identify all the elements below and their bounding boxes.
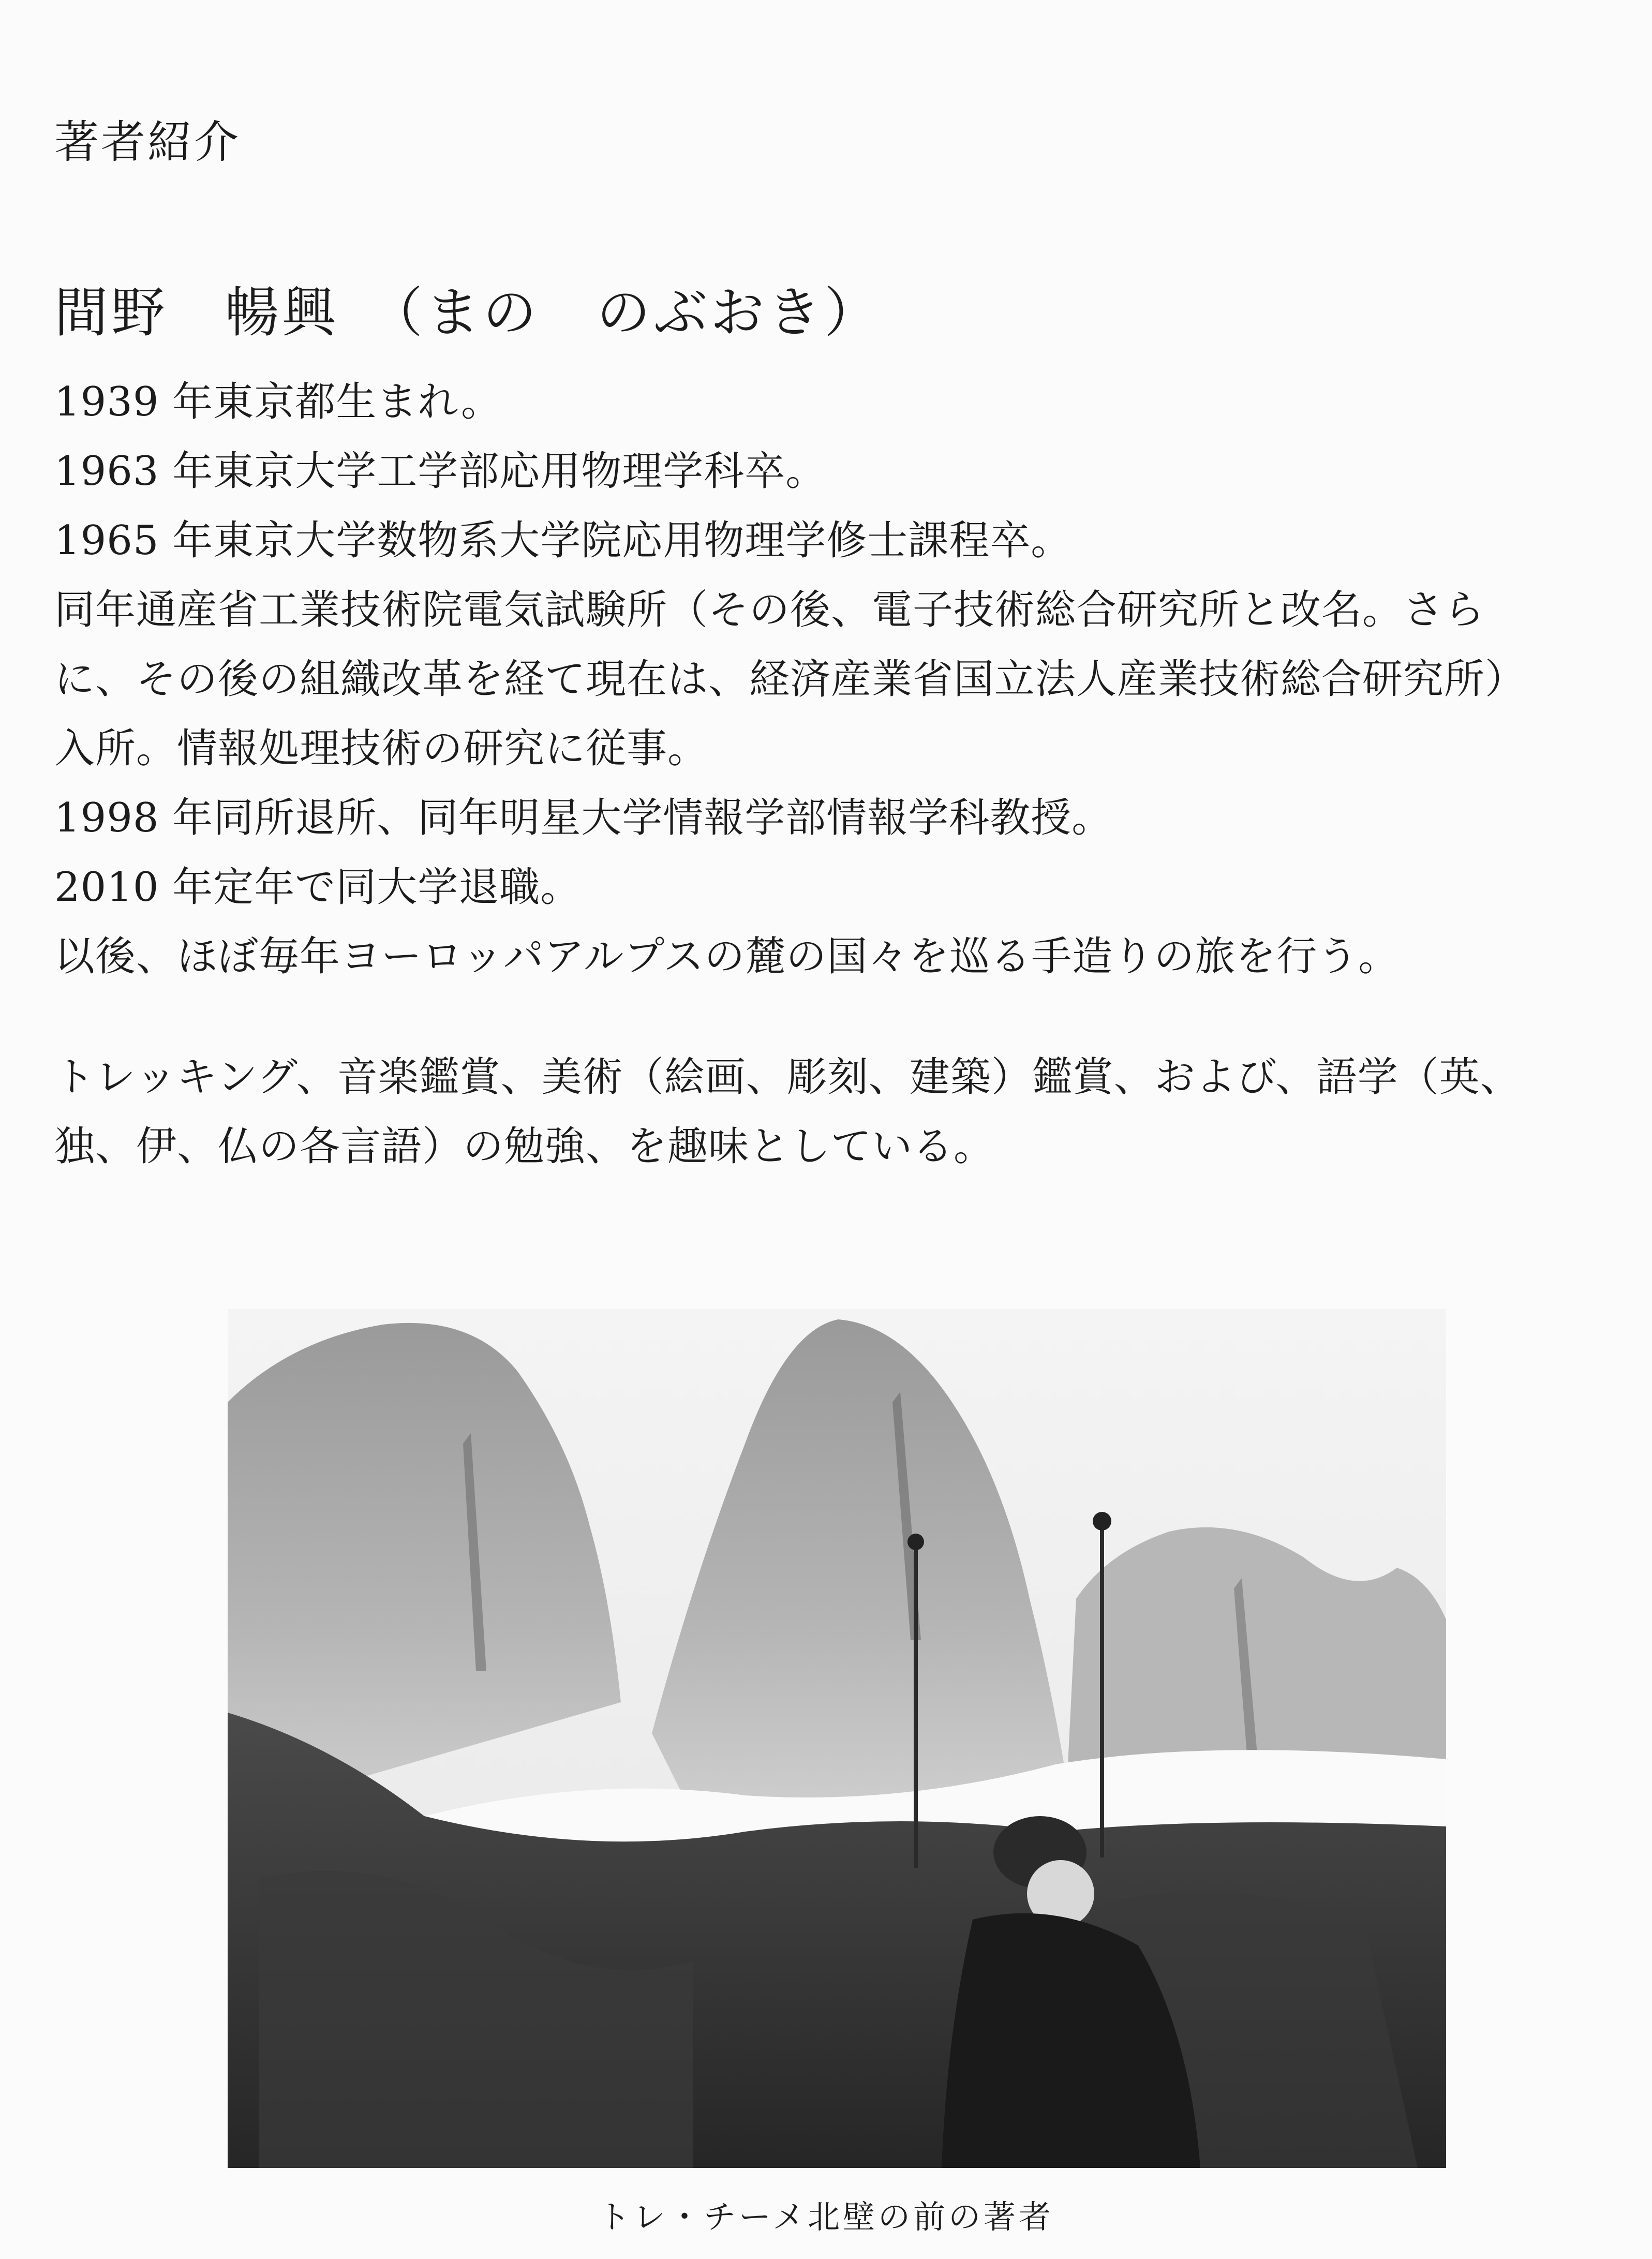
- bio-line: 1998 年同所退所、同年明星大学情報学部情報学科教授。: [54, 795, 1113, 841]
- hobbies: [54, 1043, 1601, 1181]
- mountain-photo-illustration: [228, 1309, 1446, 2168]
- bio-line: に、その後の組織改革を経て現在は、経済産業省国立法人産業技術総合研究所）: [54, 656, 1526, 703]
- photo-caption: トレ・チーメ北壁の前の著者: [598, 2198, 1054, 2236]
- bio-line: 1963 年東京大学工学部応用物理学科卒。: [54, 448, 827, 495]
- biography: [54, 367, 1601, 991]
- hobby-line: 独、伊、仏の各言語）の勉強、を趣味としている。: [54, 1123, 995, 1170]
- bio-line: 2010 年定年で同大学退職。: [54, 864, 582, 911]
- bio-line: 1939 年東京都生まれ。: [54, 379, 502, 425]
- author-photo: [228, 1309, 1446, 2168]
- section-heading: 著者紹介: [54, 116, 241, 168]
- bio-line: 1965 年東京大学数物系大学院応用物理学修士課程卒。: [54, 517, 1072, 564]
- bio-line: 入所。情報処理技術の研究に従事。: [54, 725, 709, 772]
- hobby-line: トレッキング、音楽鑑賞、美術（絵画、彫刻、建築）鑑賞、および、語学（英、: [54, 1054, 1521, 1101]
- bio-line: 以後、ほぼ毎年ヨーロッパアルプスの麓の国々を巡る手造りの旅を行う。: [54, 933, 1400, 980]
- bio-line: 同年通産省工業技術院電気試験所（その後、電子技術総合研究所と改名。さら: [54, 587, 1485, 633]
- author-name: 間野 暢興 （まの のぶおき）: [54, 281, 882, 344]
